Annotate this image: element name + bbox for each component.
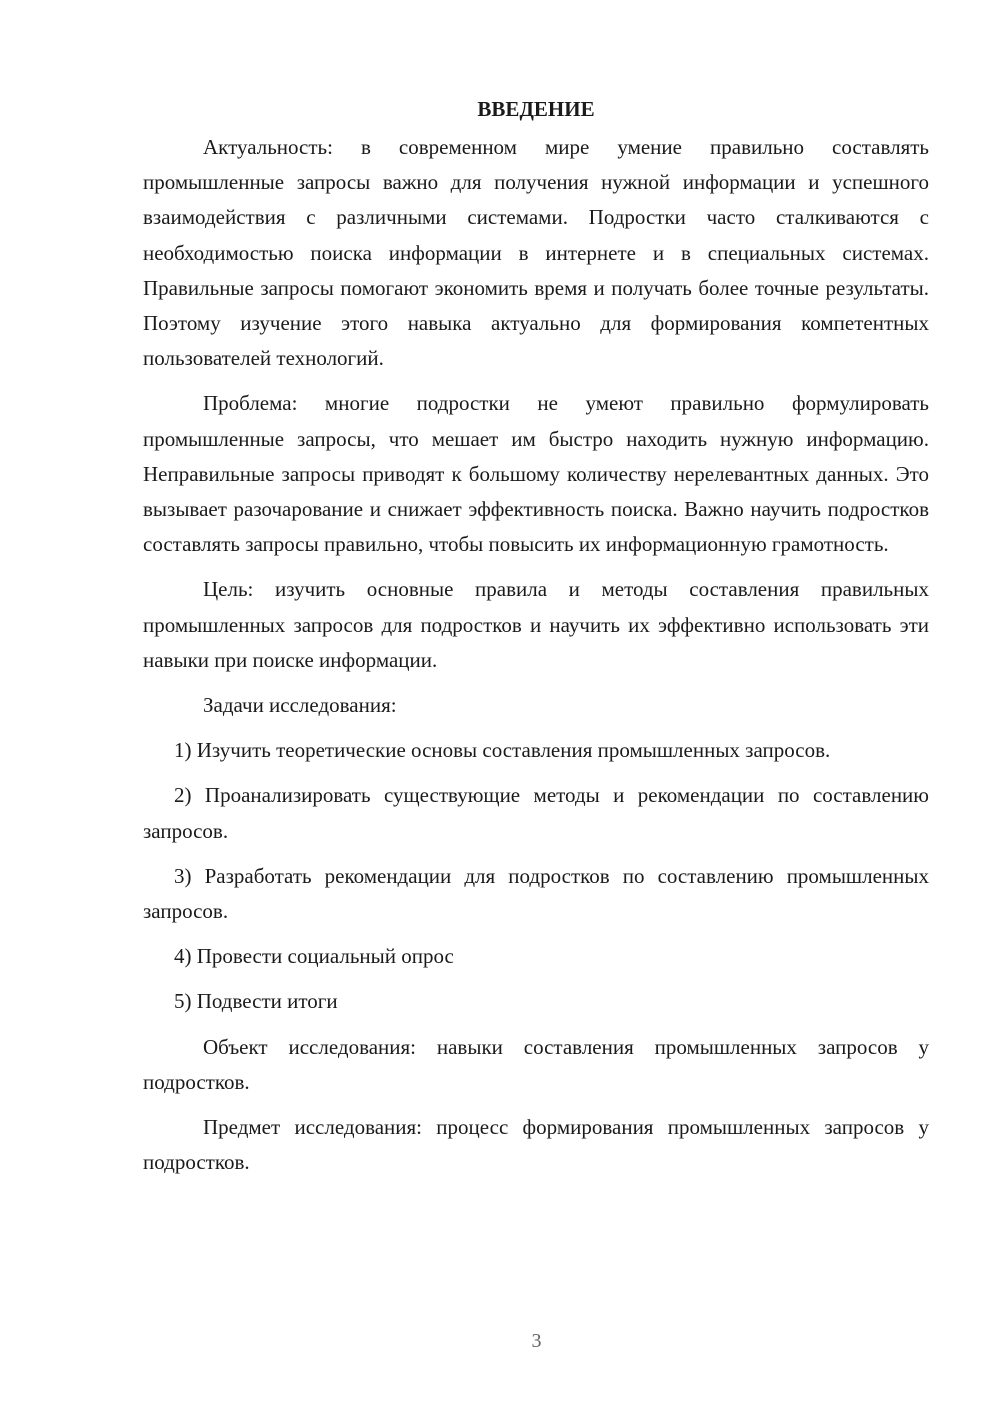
relevance-paragraph: Актуальность: в современном мире умение правильно составлять промышленные запросы важно для получения нужной информации и успешного взаимодействия с различными системами. Подростки часто сталкиваются с необходимостью поиска информации в интернете и в специальных системах. Правильные запросы помогают экономить время и получать более точные результаты. Поэтому изучение этого навыка актуально для формирования компетентных пользователей технологий. bbox=[143, 135, 929, 371]
task-item: 2) Проанализировать существующие методы и рекомендации по составлению запросов. bbox=[143, 783, 929, 843]
task-item: 1) Изучить теоретические основы составления промышленных запросов. bbox=[174, 738, 831, 763]
section-title: ВВЕДЕНИЕ bbox=[477, 97, 595, 121]
goal-paragraph: Цель: изучить основные правила и методы составления правильных промышленных запросов для подростков и научить их эффективно использовать эти навыки при поиске информации. bbox=[143, 577, 929, 672]
document-page bbox=[143, 92, 929, 1190]
task-item: 3) Разработать рекомендации для подростков по составлению промышленных запросов. bbox=[143, 863, 929, 924]
task-item: 5) Подвести итоги bbox=[174, 989, 338, 1014]
tasks-heading: Задачи исследования: bbox=[203, 693, 397, 718]
problem-paragraph: Проблема: многие подростки не умеют правильно формулировать промышленные запросы, что мешает им быстро находить нужную информацию. Неправильные запросы приводят к большому количеству нерелевантных данных. Это вызывает разочарование и снижает эффективность поиска. Важно научить подростков составлять запросы правильно, чтобы повысить их информационную грамотность. bbox=[143, 391, 929, 557]
object-paragraph: Объект исследования: навыки составления промышленных запросов у подростков. bbox=[143, 1034, 929, 1094]
page-number: 3 bbox=[531, 1330, 542, 1352]
task-item: 4) Провести социальный опрос bbox=[174, 944, 454, 969]
subject-paragraph: Предмет исследования: процесс формирования промышленных запросов у подростков. bbox=[143, 1115, 929, 1175]
